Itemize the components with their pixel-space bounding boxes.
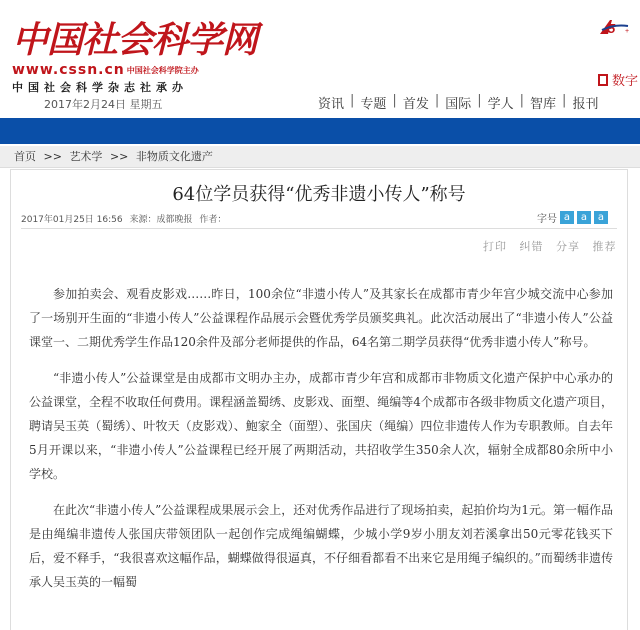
nav-item-international[interactable]: 国际 bbox=[445, 97, 472, 112]
partner-logo-icon[interactable] bbox=[598, 18, 632, 38]
breadcrumb bbox=[0, 146, 640, 168]
nav-separator: | bbox=[477, 93, 482, 108]
font-large-button[interactable]: a bbox=[560, 211, 574, 224]
article-meta bbox=[21, 212, 230, 225]
font-medium-button[interactable]: a bbox=[577, 211, 591, 224]
nav-item-thinktank[interactable]: 智库 bbox=[530, 97, 557, 112]
logo-chinese-name: 中国社会科学网 bbox=[12, 19, 258, 61]
top-nav bbox=[318, 93, 598, 112]
font-size-control bbox=[537, 210, 608, 225]
correct-link[interactable]: 纠错 bbox=[519, 240, 544, 253]
recommend-link[interactable]: 推荐 bbox=[592, 240, 617, 253]
font-small-button[interactable]: a bbox=[594, 211, 608, 224]
nav-item-press[interactable]: 报刊 bbox=[572, 97, 599, 112]
nav-separator: | bbox=[392, 93, 397, 108]
nav-separator: | bbox=[350, 93, 355, 108]
nav-item-news[interactable]: 资讯 bbox=[318, 97, 345, 112]
nav-item-first[interactable]: 首发 bbox=[402, 97, 429, 112]
digital-link-label: 数字 bbox=[612, 74, 639, 89]
breadcrumb-heritage[interactable]: 非物质文化遗产 bbox=[135, 150, 213, 163]
breadcrumb-home[interactable]: 首页 bbox=[14, 150, 36, 163]
breadcrumb-separator: >> bbox=[109, 150, 129, 163]
article-title: 64位学员获得“优秀非遗小传人”称号 bbox=[172, 184, 466, 205]
share-link[interactable]: 分享 bbox=[556, 240, 580, 253]
logo-sponsor: 中国社会科学院主办 bbox=[126, 65, 199, 75]
svg-text:5: 5 bbox=[608, 21, 616, 36]
logo-url-row bbox=[12, 62, 257, 78]
nav-separator: | bbox=[519, 93, 525, 108]
logo-subtitle: 中国社会科学杂志社承办 bbox=[12, 81, 188, 94]
print-link[interactable]: 打印 bbox=[483, 240, 507, 253]
digital-icon bbox=[598, 74, 608, 86]
digital-link[interactable] bbox=[598, 70, 638, 89]
breadcrumb-art[interactable]: 艺术学 bbox=[69, 150, 103, 163]
article-body bbox=[29, 282, 613, 606]
article-source: 来源：成都晚报 bbox=[129, 215, 193, 225]
current-date: 2017年2月24日 星期五 bbox=[44, 98, 163, 111]
site-logo[interactable] bbox=[12, 20, 257, 95]
breadcrumb-separator: >> bbox=[43, 150, 62, 163]
nav-separator: | bbox=[434, 93, 440, 108]
font-size-label: 字号 bbox=[537, 214, 557, 225]
article-datetime: 2017年01月25日 16:56 bbox=[21, 215, 123, 225]
article-panel bbox=[10, 169, 628, 630]
nav-separator: | bbox=[562, 93, 567, 108]
main-nav-bar bbox=[0, 118, 640, 144]
article-paragraph: 在此次“非遗小传人”公益课程成果展示会上，还对优秀作品进行了现场拍卖，起拍价均为1元。第一幅作品是由绳编非遗传人张国庆带领团队一起创作完成绳编蝴蝶，少城小学9岁小朋友刘若溪拿出50元零花钱买下后，爱不释手，“我很喜欢这幅作品，蝴蝶做得很逼真，不仔细看都看不出来它是用绳子编织的。”而蜀绣非遗传承人吴玉英的一幅蜀 bbox=[29, 503, 613, 589]
article-paragraph: 参加拍卖会、观看皮影戏……昨日，100余位“非遗小传人”及其家长在成都市青少年宫少城交流中心参加了一场别开生面的“非遗小传人”公益课程作品展示会暨优秀学员颁奖典礼。此次活动展出了“非遗小传人”公益课堂一、二期优秀学生作品120余件及部分老师提供的作品，64名第二期学员获得“优秀非遗小传人”称号。 bbox=[29, 287, 613, 349]
logo-url: www.cssn.cn bbox=[12, 62, 125, 78]
nav-item-topics[interactable]: 专题 bbox=[360, 97, 387, 112]
article-author: 作者： bbox=[199, 215, 227, 225]
svg-text:+: + bbox=[625, 28, 630, 35]
article-tools bbox=[475, 238, 617, 254]
article-paragraph: “非遗小传人”公益课堂是由成都市文明办主办，成都市青少年宫和成都市非物质文化遗产保护中心承办的公益课堂，全程不收取任何费用。课程涵盖蜀绣、皮影戏、面塑、绳编等4个成都市各级非物质文化遗产项目，聘请吴玉英（蜀绣）、叶牧天（皮影戏）、鮑家全（面塑）、张国庆（绳编）四位非遗传人作为专职教师。自去年5月开课以来，“非遗小传人”公益课程已经开展了两期活动，共招收学生350余人次，辐射全成都80余所中小学校。 bbox=[29, 371, 613, 481]
divider bbox=[21, 228, 617, 229]
nav-item-scholars[interactable]: 学人 bbox=[487, 97, 514, 112]
